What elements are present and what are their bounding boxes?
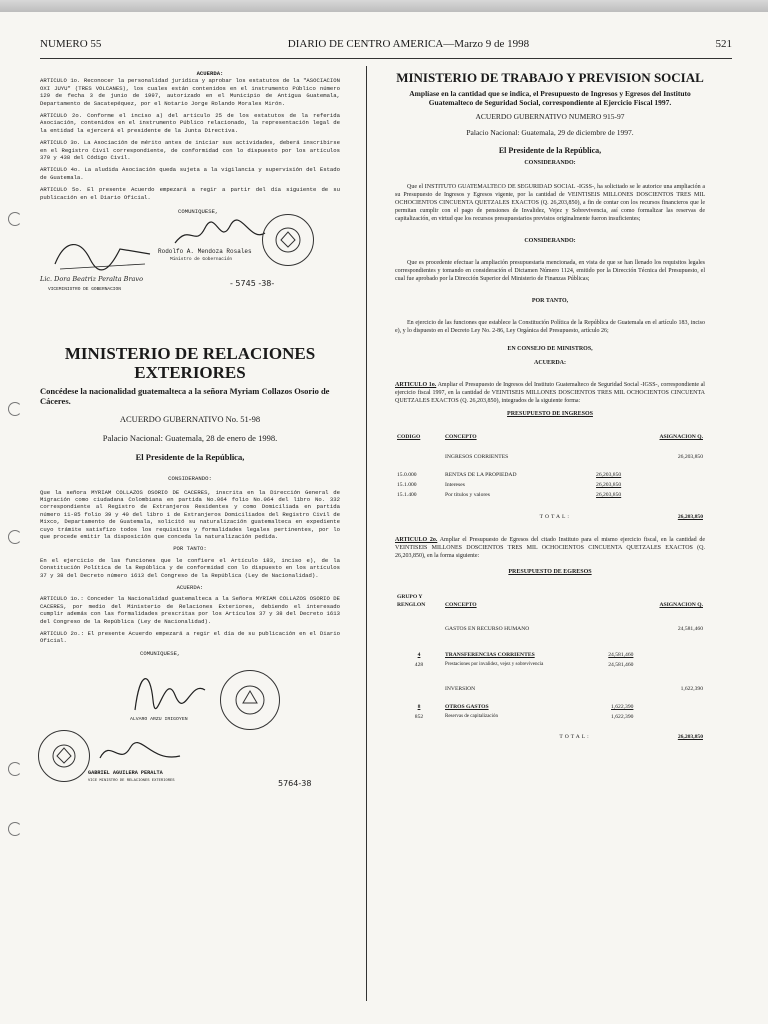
page-number: 521 xyxy=(715,38,732,50)
article-5: ARTICULO 5o. El presente Acuerdo empezará a regir a partir del día siguiente de su publicación en el Diario Oficial. xyxy=(40,186,340,201)
signer-arzu-name: ALVARO ARZU IRIGOYEN xyxy=(130,716,188,722)
official-seal-1 xyxy=(262,214,314,266)
table-row xyxy=(395,480,705,490)
presidente-line: El Presidente de la República, xyxy=(135,452,245,463)
signer-1-name: Rodolfo A. Mendoza Rosales xyxy=(158,248,252,256)
ministry-seal xyxy=(38,730,90,782)
signer-1-title: Ministro de Gobernación xyxy=(170,257,233,263)
table-row xyxy=(395,712,705,722)
row-value: 24,581,460 xyxy=(608,662,634,668)
presidencia-seal xyxy=(220,670,280,730)
total-label-2: TOTAL: xyxy=(559,734,591,740)
ingresos-corrientes-label: INGRESOS CORRIENTES xyxy=(445,454,509,460)
col-header-asignacion: ASIGNACION Q. xyxy=(659,434,703,440)
handwritten-number-2: 5764-38 xyxy=(278,778,312,788)
decree-summary-igss: Amplíase en la cantidad que se indica, el Presupuesto de Ingresos y Egresos del Instituto Guatemalteco de Seguridad Social, correspondiente al Ejercicio Fiscal 1997. xyxy=(409,89,691,107)
article-4: ARTICULO 4o. La aludida Asociación queda sujeta a la vigilancia y supervisión del Estado de Guatemala. xyxy=(40,166,340,181)
table-row xyxy=(395,470,705,480)
portanto-text-right: En ejercicio de las funciones que establece la Constitución Política de la República de Guatemala en el artículo 183, inciso e), y lo dispuesto en el Decreto Ley No. 2-86, Ley Orgánica del Presupuesto, artículo 26; xyxy=(395,320,705,334)
punch-hole xyxy=(8,402,22,416)
presupuesto-egresos-title: PRESUPUESTO DE EGRESOS xyxy=(508,569,592,575)
column-divider xyxy=(366,66,367,1001)
seal-emblem-icon xyxy=(273,225,303,255)
row-code: 15.0.000 xyxy=(397,472,417,478)
article-2: ARTICULO 2o. Conforme el inciso a) del artículo 25 de los estatutos de la referida Asociación, contenidos en el instrumento Público relacionado, la representación legal de la entidad la ejercerá el presidente de la Junta Directiva. xyxy=(40,112,340,134)
row-concept: RENTAS DE LA PROPIEDAD xyxy=(445,472,517,478)
article-3: ARTICULO 3o. La Asociación de mérito antes de iniciar sus actividades, deberá inscribirse en el Registro Civil correspondiente, de conformidad con lo dispuesto por los artículos 370 y 438 del Código Civil. xyxy=(40,139,340,162)
signature-aguilera xyxy=(95,738,185,768)
row-concept: TRANSFERENCIAS CORRIENTES xyxy=(445,652,535,658)
row-code: 428 xyxy=(414,662,424,668)
table-row xyxy=(395,660,705,670)
row-value: 24,581,460 xyxy=(608,652,634,658)
article-2-label: ARTICULO 2o. xyxy=(395,537,438,543)
considerando-text-2: Que es procedente efectuar la ampliación presupuestaria mencionada, en vista de que se han llenado los requisitos legales correspondientes y tomando en consideración el Dictamen Número 1124, emitido por la Dirección Técnica del Presupuesto, el cual fue aprobado por la Dirección Superior del Ministerio de Finanzas Públicas; xyxy=(395,260,705,282)
acuerda-heading-2: ACUERDA: xyxy=(176,583,204,591)
consejo-line: EN CONSEJO DE MINISTROS, xyxy=(507,346,593,352)
punch-hole xyxy=(8,212,22,226)
article-1-nacionalidad: ARTICULO 1o.: Conceder la Nacionalidad guatemalteca a la Señora MYRIAM COLLAZOS OSORIO DE CACERES, por medio del Ministerio de Relaciones Exteriores, debiendo el interesado cumplir además con las formalidades prescritas por los Artículos 37 y 38 del Decreto 1613 del Congreso de la República (Ley de Nacionalidad). xyxy=(40,595,340,625)
portanto-text: En el ejercicio de las funciones que le confiere el Artículo 183, inciso e), de la Constitución Política de la República y de conformidad con lo dispuesto en los artículos 37 y 38 del Decreto número 1613 del Congreso de la República (Ley de Nacionalidad). xyxy=(40,556,340,579)
row-concept: OTROS GASTOS xyxy=(445,704,489,710)
punch-hole xyxy=(8,762,22,776)
signature-peralta xyxy=(50,234,160,274)
row-value: 1,622,390 xyxy=(611,714,634,720)
right-column xyxy=(395,70,705,742)
row-concept: Prestaciones por invalidez, vejez y sobrevivencia xyxy=(445,662,544,667)
left-column xyxy=(40,70,340,800)
presidente-line-right: El Presidente de la República, xyxy=(498,146,602,155)
portanto-heading-right: POR TANTO, xyxy=(531,298,569,304)
signer-2-title: VICEMINISTRO DE GOBERNACION xyxy=(48,287,121,293)
newspaper-title: DIARIO DE CENTRO AMERICA—Marzo 9 de 1998 xyxy=(287,38,530,50)
comuniquese-2: COMUNIQUESE, xyxy=(140,649,181,657)
ministry-title-relaciones: MINISTERIO DE RELACIONES EXTERIORES xyxy=(64,344,316,383)
handwritten-number-1: - 5745 -38- xyxy=(230,279,275,289)
signature-mendoza xyxy=(170,218,270,248)
signature-block-1 xyxy=(40,206,340,334)
col-header-concepto-2: CONCEPTO xyxy=(445,602,477,608)
row-value: 26,203,850 xyxy=(596,472,622,478)
col-header-grupo: GRUPO Y RENGLON xyxy=(397,594,426,608)
gastos-rh-label: GASTOS EN RECURSO HUMANO xyxy=(445,626,530,632)
row-code: 852 xyxy=(414,714,424,720)
gastos-rh-value: 24,581,460 xyxy=(677,626,703,632)
row-code: 4 xyxy=(417,652,421,658)
row-concept: Por títulos y valores xyxy=(445,492,490,498)
article-1-label: ARTICULO 1o. xyxy=(395,382,437,388)
coat-of-arms-icon xyxy=(233,683,267,717)
decree-summary: Concédese la nacionalidad guatemalteca a la señora Myriam Collazos Osorio de Cáceres. xyxy=(40,386,330,407)
punch-hole xyxy=(8,822,22,836)
col-header-concepto: CONCEPTO xyxy=(445,434,477,440)
row-code: 15.1.000 xyxy=(397,482,417,488)
issue-number: NUMERO 55 xyxy=(40,38,102,50)
row-value: 26,203,850 xyxy=(596,482,622,488)
acuerdo-number-915: ACUERDO GUBERNATIVO NUMERO 915-97 xyxy=(475,112,625,121)
punch-hole xyxy=(8,530,22,544)
total-value-1: 26,203,850 xyxy=(677,514,703,520)
comuniquese-1: COMUNIQUESE, xyxy=(178,208,219,216)
inversion-value: 1,622,390 xyxy=(680,686,703,692)
page-header xyxy=(40,38,732,59)
considerando-heading-r1: CONSIDERANDO: xyxy=(524,160,576,166)
inversion-label: INVERSION xyxy=(445,686,476,692)
article-2-vigencia: ARTICULO 2o.: El presente Acuerdo empezará a regir el día de su publicación en el Diario Oficial. xyxy=(40,630,340,645)
article-1: ARTICULO 1o. Reconocer la personalidad jurídica y aprobar los estatutos de la "ASOCIACION OXI JUYU" (TRES VOLCANES), los cuales están contenidos en el instrumento Público número 129 de fecha 3 de junio de 1997, autorizado en el Municipio de Antigua Guatemala, Departamento de Sacatepéquez, por el Notario Jorge Rolando Morales Mirón. xyxy=(40,77,340,107)
signature-block-2 xyxy=(40,650,340,800)
article-1-text: Ampliar el Presupuesto de Ingresos del Instituto Guatemalteco de Seguridad Social -IGSS-, correspondiente al ejercicio fiscal 1997, en la cantidad de VEINTISEIS MILLONES DOSCIENTOS TRES MIL OCHOCIENTOS CINCUENTA QUETZALES EXACTOS (Q. 26,203,850), integrados de la siguiente forma: xyxy=(395,382,705,404)
row-value: 1,622,390 xyxy=(611,704,634,710)
portanto-heading: POR TANTO: xyxy=(173,545,207,553)
row-value: 26,203,850 xyxy=(596,492,622,498)
ingresos-corrientes-value: 26,203,850 xyxy=(677,454,703,460)
col-header-codigo: CODIGO xyxy=(397,434,421,440)
total-label-1: TOTAL: xyxy=(539,514,571,520)
article-2-text: Ampliar el Presupuesto de Egresos del citado Instituto para el mismo ejercicio fiscal, en la cantidad de VEINTISEIS MILLONES DOSCIENTOS TRES MIL OCHOCIENTOS CINCUENTA QUETZALES EXACTOS (Q. 26,203,850), en la forma siguiente: xyxy=(395,537,705,559)
row-code: 8 xyxy=(417,704,421,710)
acuerda-heading: ACUERDA: xyxy=(196,70,224,77)
ingresos-table xyxy=(395,432,705,522)
row-concept: Intereses xyxy=(445,482,465,488)
ministry-title-trabajo: MINISTERIO DE TRABAJO Y PREVISION SOCIAL xyxy=(396,70,704,85)
considerando-text: Que la señora MYRIAM COLLAZOS OSORIO DE CACERES, inscrita en la Dirección General de Migración como ciudadana Colombiana en partida No.064 folio No.064 del libro No. 332 correspondiente al Registro de Extranjeros Residentes y como Domiciliada en partida número 11-85 folio 39 y 40 del libro 1 de Extranjeros Domiciliados del Registro Civil de Mixco, Departamento de Guatemala, solicitó su naturalización guatemalteca en expediente cuyo trámite satisfizo todos los requisitos y formalidades legales pertinentes, por lo que procede emitir la disposición que conceda la naturalización pedida. xyxy=(40,488,340,540)
considerando-heading: CONSIDERANDO: xyxy=(168,475,212,483)
row-code: 15.1.400 xyxy=(397,492,417,498)
signer-aguilera-name: GABRIEL AGUILERA PERALTA xyxy=(88,769,163,776)
acuerdo-number: ACUERDO GUBERNATIVO No. 51-98 xyxy=(119,414,261,425)
considerando-text-1: Que el INSTITUTO GUATEMALTECO DE SEGURIDAD SOCIAL -IGSS-, ha solicitado se le autorice una ampliación a su Presupuesto de Ingresos y Egresos vigente, por la cantidad de VEINTISEIS MILLONES DOSCIENTOS TRES MIL OCHOCIENTOS CINCUENTA QUETZALES EXACTOS (Q. 26,203,850), a fin de contar con los recursos financieros que le permitan cumplir con el pago de pensiones de Invalidez, Vejez y Sobrevivencia, así como formalizar las reservas de capitalización, en virtud que los recursos presupuestarios previstos originalmente fueron insuficientes; xyxy=(395,184,705,222)
considerando-heading-r2: CONSIDERANDO: xyxy=(524,238,576,244)
table-row xyxy=(395,490,705,500)
presupuesto-ingresos-title: PRESUPUESTO DE INGRESOS xyxy=(507,411,593,417)
egresos-table xyxy=(395,592,705,742)
row-concept: Reservas de capitalización xyxy=(445,714,499,719)
col-header-asignacion-2: ASIGNACION Q. xyxy=(659,602,703,608)
total-value-2: 26,203,850 xyxy=(677,734,703,740)
palacio-date-right: Palacio Nacional: Guatemala, 29 de diciembre de 1997. xyxy=(466,128,634,137)
table-row xyxy=(395,650,705,660)
signer-aguilera-title: VICE MINISTRO DE RELACIONES EXTERIORES xyxy=(88,778,175,783)
seal-emblem-icon xyxy=(50,742,78,770)
scan-top-strip xyxy=(0,0,768,12)
palacio-date: Palacio Nacional: Guatemala, 28 de enero de 1998. xyxy=(102,433,278,444)
signer-2-name: Lic. Dora Beatriz Peralta Bravo xyxy=(40,275,144,284)
table-row xyxy=(395,702,705,712)
acuerda-heading-right: ACUERDA: xyxy=(534,360,566,366)
signature-arzu xyxy=(125,660,215,715)
